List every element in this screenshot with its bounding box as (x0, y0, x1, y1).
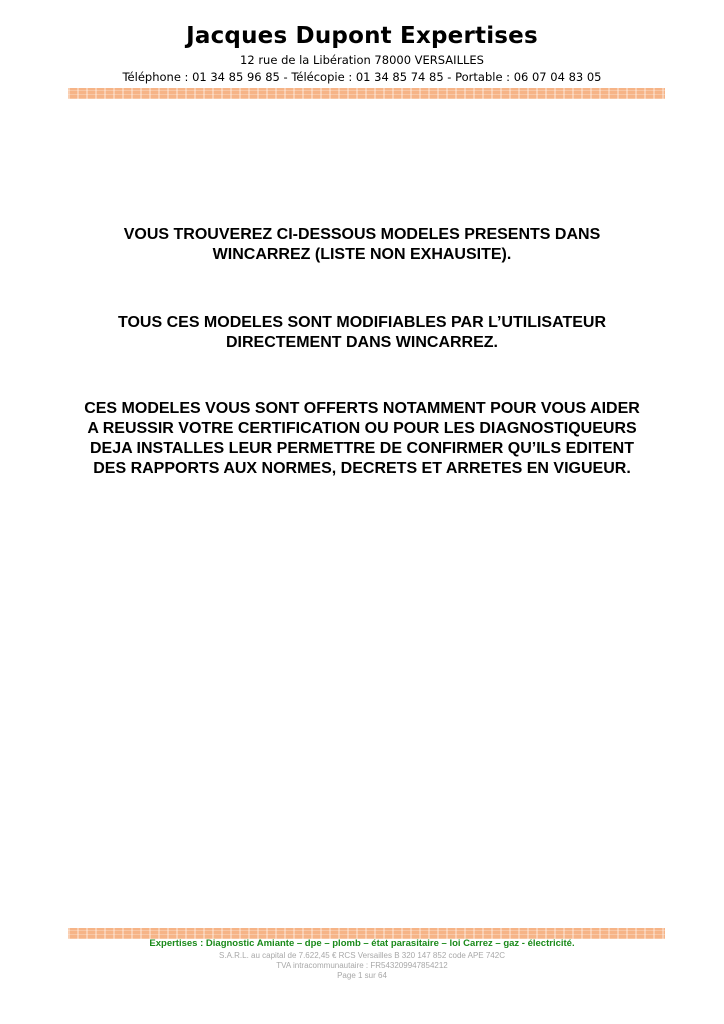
header-divider-band (68, 88, 665, 99)
footer-services: Expertises : Diagnostic Amiante – dpe – plomb – état parasitaire – loi Carrez – gaz - électricité. (149, 938, 575, 949)
intro-paragraph: VOUS TROUVEREZ CI-DESSOUS MODELES PRESENTS DANS WINCARREZ (LISTE NON EXHAUSITE). (123, 226, 601, 263)
company-phones: Téléphone : 01 34 85 96 85 - Télécopie : 01 34 85 74 85 - Portable : 06 07 04 83 05 (122, 70, 602, 84)
company-name: Jacques Dupont Expertises (186, 23, 538, 49)
footer-company-info: S.A.R.L. au capital de 7.622,45 € RCS Versailles B 320 147 852 code APE 742C (219, 951, 505, 960)
company-address: 12 rue de la Libération 78000 VERSAILLES (240, 53, 484, 67)
modifiable-paragraph: TOUS CES MODELES SONT MODIFIABLES PAR L’UTILISATEUR DIRECTEMENT DANS WINCARREZ. (117, 314, 607, 351)
footer-page-number: Page 1 sur 64 (337, 971, 387, 980)
footer-vat: TVA intracommunautaire : FR54320994785421​2 (276, 961, 448, 970)
certification-paragraph: CES MODELES VOUS SONT OFFERTS NOTAMMENT POUR VOUS AIDER A REUSSIR VOTRE CERTIFICATION OU POUR LES DIAGNOSTIQUEURS DEJA INSTALLES LEUR PERMETTRE DE CONFIRMER QU’ILS EDITENT DES RAPPORTS AUX NORMES, DECRETS ET ARRETES EN VIGUEUR. (84, 400, 640, 477)
